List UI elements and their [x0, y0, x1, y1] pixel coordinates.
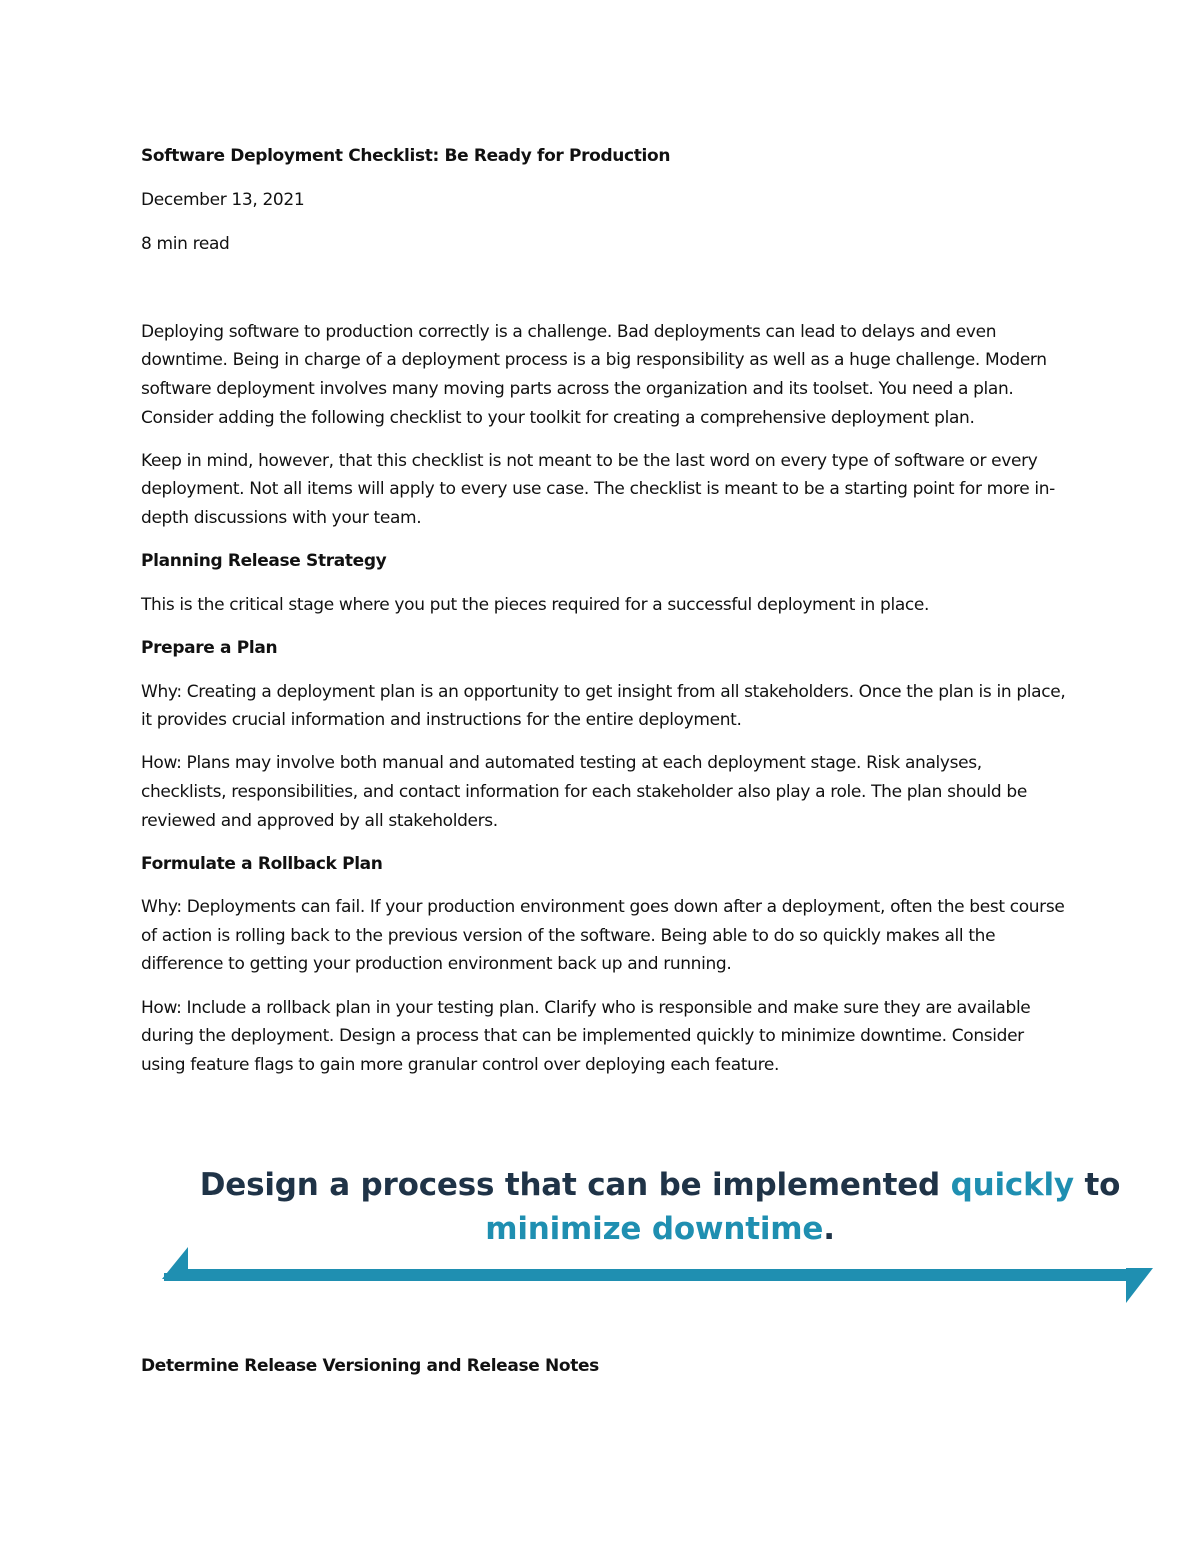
section-text-planning: This is the critical stage where you put the pieces required for a successful deployment in place.	[141, 594, 930, 615]
pull-quote-accent-2: minimize downtime	[485, 1211, 824, 1247]
pull-quote-accent-1: quickly	[950, 1167, 1074, 1203]
pull-quote-part-2: to	[1073, 1167, 1121, 1203]
rollback-plan-why: Why: Deployments can fail. If your production environment goes down after a deployment, often the best course of action is rolling back to the previous version of the software. Being able to do so quickly makes all the difference to getting your production environment back up and running.	[141, 897, 1065, 975]
article-date: December 13, 2021	[141, 190, 305, 211]
read-time: 8 min read	[141, 234, 230, 255]
intro-paragraph-1: Deploying software to production correctly is a challenge. Bad deployments can lead to delays and even downtime. Being in charge of a deployment process is a big responsibility as well as a huge challenge. Modern software deployment involves many moving parts across the organization and its toolset. You need a plan. Consider adding the following checklist to your toolkit for creating a comprehensive deployment plan.	[141, 321, 1047, 428]
subheading-rollback-plan: Formulate a Rollback Plan	[141, 853, 383, 874]
document-body	[141, 142, 1071, 1079]
section-heading-planning: Planning Release Strategy	[141, 550, 387, 571]
prepare-plan-how: How: Plans may involve both manual and automated testing at each deployment stage. Risk analyses, checklists, responsibilities, and contact information for each stakeholder also play a role. The plan should be reviewed and approved by all stakeholders.	[141, 753, 1027, 831]
decorative-arrow-bar	[160, 1243, 1155, 1309]
subheading-release-versioning: Determine Release Versioning and Release Notes	[141, 1356, 599, 1376]
subheading-prepare-plan: Prepare a Plan	[141, 638, 278, 659]
arrow-right-half	[164, 1268, 1153, 1303]
pull-quote-part-1: Design a process that can be implemented	[199, 1167, 951, 1203]
rollback-plan-how: How: Include a rollback plan in your testing plan. Clarify who is responsible and make sure they are available during the deployment. Design a process that can be implemented quickly to minimize downtime. Consider using feature flags to gain more granular control over deploying each feature.	[141, 997, 1031, 1075]
prepare-plan-why: Why: Creating a deployment plan is an opportunity to get insight from all stakeholders. Once the plan is in place, it provides crucial information and instructions for the entire deployment.	[141, 681, 1066, 731]
intro-paragraph-2: Keep in mind, however, that this checklist is not meant to be the last word on every type of software or every deployment. Not all items will apply to every use case. The checklist is meant to be a starting point for more in-depth discussions with your team.	[141, 450, 1055, 528]
pull-quote-part-3: .	[823, 1211, 835, 1247]
pull-quote-banner	[160, 1155, 1160, 1310]
article-title: Software Deployment Checklist: Be Ready for Production	[141, 146, 671, 166]
pull-quote-text	[160, 1163, 1160, 1251]
